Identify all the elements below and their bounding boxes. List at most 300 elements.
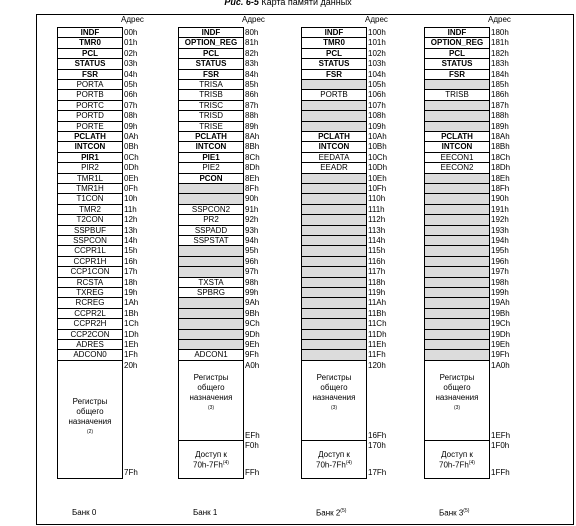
register-address: 07h [124,100,138,110]
register-address: 0Fh [124,184,138,193]
register-address: 19h [124,288,138,297]
register-address: 11h [124,204,137,214]
register-cell: TRISE [179,122,243,132]
unimplemented-register [179,319,243,329]
unimplemented-register [425,226,489,236]
register-cell: PCL [302,49,366,59]
unimplemented-register [425,122,489,132]
region-address: 1A0h [491,360,510,370]
register-address: 107h [368,100,386,110]
register-address: 05h [124,80,138,89]
register-cell: CCP2CON [58,330,122,340]
register-address: 196h [491,256,509,266]
unimplemented-register [302,226,366,236]
general-purpose-registers [302,361,366,442]
unimplemented-register [302,205,366,215]
register-address: 18Fh [491,184,510,193]
register-cell: PORTC [58,101,122,111]
unimplemented-register [179,184,243,194]
register-cell: PCLATH [425,132,489,142]
footnote-mark: (5) [340,508,347,514]
bank-2 [301,27,367,479]
register-address: 100h [368,28,386,37]
register-address: 9Dh [245,329,260,339]
register-cell: STATUS [425,59,489,69]
unimplemented-register [425,80,489,90]
register-cell: STATUS [179,59,243,69]
register-address: 118h [368,277,386,287]
register-cell: TMR1H [58,184,122,194]
unimplemented-register [425,350,489,360]
bank-name: Банк 2$^{(5)}$ [316,508,347,518]
general-purpose-registers [179,361,243,442]
register-address: 111h [368,204,385,214]
region-address: 1EFh [491,431,511,441]
register-address: 10h [124,194,138,204]
register-cell: INDF [302,28,366,38]
register-address: 11Ah [368,298,387,308]
register-address: 194h [491,236,509,245]
unimplemented-register [179,257,243,267]
register-address: 8Eh [245,173,260,183]
unimplemented-register [425,278,489,288]
unimplemented-register [425,257,489,267]
footnote-mark: (2) [86,428,94,435]
register-address: 181h [491,38,509,48]
figure-number: Рис. 6-5 [224,0,259,7]
common-access-label: Доступ к 70h-7Fh$^{(4)}$ [439,450,475,470]
register-address: 14h [124,236,138,245]
register-address: 12h [124,215,138,225]
register-address: 188h [491,111,509,121]
region-address: 120h [368,360,386,370]
unimplemented-register [302,257,366,267]
common-access-area [179,441,243,478]
register-address: 184h [491,69,509,79]
unimplemented-register [425,184,489,194]
register-cell: INTCON [425,142,489,152]
footnote-mark: (5) [463,508,470,514]
register-address: 112h [368,215,386,225]
register-address: 15h [124,246,138,256]
unimplemented-register [425,267,489,277]
addr-header: Адрес [242,15,265,24]
register-address: 01h [124,38,138,48]
bank-name: Банк 0 [72,508,97,517]
unimplemented-register [302,288,366,298]
register-address: 16h [124,256,138,266]
register-address: 191h [491,204,509,214]
register-cell: CCPR2H [58,319,122,329]
register-address: 1Eh [124,340,139,349]
unimplemented-register [302,215,366,225]
register-address: 108h [368,111,386,121]
unimplemented-register [302,111,366,121]
common-access-area [425,441,489,478]
register-address: 19Ch [491,319,511,329]
register-cell: SSPADD [179,226,243,236]
footnote-mark: (4) [468,460,475,467]
register-address: 9Ah [245,298,260,308]
register-cell: TRISB [179,90,243,100]
register-cell: TXSTA [179,278,243,288]
register-address: 02h [124,48,138,58]
register-address: 0Ch [124,152,139,162]
register-address: 17h [124,267,138,277]
register-address: 190h [491,194,509,204]
register-address: 97h [245,267,259,277]
register-address: 96h [245,256,259,266]
general-purpose-registers [425,361,489,442]
unimplemented-register [425,215,489,225]
register-address: 19Fh [491,350,510,360]
bank-1 [178,27,244,479]
register-cell: RCREG [58,298,122,308]
register-address: 99h [245,288,259,297]
register-address: 198h [491,277,509,287]
general-purpose-label: Регистры общего назначения $^{(3)}$ [189,372,233,411]
register-address: 104h [368,69,386,79]
register-address: 199h [491,288,509,297]
register-cell: RCSTA [58,278,122,288]
unimplemented-register [302,278,366,288]
register-cell: TRISA [179,80,243,90]
unimplemented-register [302,236,366,246]
unimplemented-register [302,246,366,256]
unimplemented-register [302,174,366,184]
register-cell: T1CON [58,194,122,204]
register-cell: STATUS [58,59,122,69]
register-address: 11Eh [368,340,387,349]
bank-name: Банк 1 [193,508,218,517]
unimplemented-register [425,340,489,350]
register-cell: EECON2 [425,163,489,173]
register-address: 04h [124,69,138,79]
register-address: 0Dh [124,163,139,173]
register-address: 109h [368,121,386,131]
register-cell: INDF [179,28,243,38]
region-address: 170h [368,441,386,451]
register-address: 9Ch [245,319,260,329]
region-address: FFh [245,468,260,478]
unimplemented-register [179,267,243,277]
footnote-mark: (4) [222,460,229,467]
register-address: 95h [245,246,259,256]
register-address: 1Fh [124,350,138,360]
register-address: 19Bh [491,308,510,318]
register-address: 182h [491,48,509,58]
register-address: 18Eh [491,173,510,183]
register-cell: SSPBUF [58,226,122,236]
register-cell: PCLATH [302,132,366,142]
register-address: 117h [368,267,386,277]
register-address: 195h [491,246,509,256]
register-cell: TMR0 [58,38,122,48]
register-address: 192h [491,215,509,225]
region-address: 1F0h [491,441,510,451]
unimplemented-register [179,194,243,204]
register-cell: ADCON1 [179,350,243,360]
register-address: 80h [245,28,259,37]
register-address: 115h [368,246,386,256]
register-cell: OPTION_REG [179,38,243,48]
register-cell: T2CON [58,215,122,225]
register-cell: CCPR1L [58,246,122,256]
unimplemented-register [302,309,366,319]
unimplemented-register [425,330,489,340]
register-address: 10Ah [368,132,387,141]
register-address: 197h [491,267,509,277]
unimplemented-register [179,246,243,256]
register-cell: SSPCON [58,236,122,246]
region-address: 17Fh [368,468,387,478]
unimplemented-register [302,122,366,132]
unimplemented-register [425,205,489,215]
register-cell: TMR1L [58,174,122,184]
unimplemented-register [302,101,366,111]
register-address: 11Fh [368,350,386,360]
register-address: 1Dh [124,329,139,339]
unimplemented-register [425,174,489,184]
register-cell: PR2 [179,215,243,225]
unimplemented-register [302,194,366,204]
register-cell: PIR2 [58,163,122,173]
register-address: 11Dh [368,329,387,339]
register-address: 9Fh [245,350,259,360]
bank-3 [424,27,490,479]
register-address: 82h [245,48,259,58]
register-address: 114h [368,236,386,245]
register-address: 18Bh [491,142,510,152]
register-cell: ADRES [58,340,122,350]
register-address: 08h [124,111,138,121]
register-address: 11Ch [368,319,387,329]
register-cell: PCL [179,49,243,59]
unimplemented-register [302,80,366,90]
register-cell: PORTB [302,90,366,100]
register-address: 89h [245,121,259,131]
register-cell: FSR [302,70,366,80]
register-cell: PIR1 [58,153,122,163]
unimplemented-register [302,267,366,277]
register-address: 83h [245,59,259,69]
addr-header: Адрес [365,15,388,24]
register-address: 86h [245,90,259,100]
register-address: 186h [491,90,509,100]
register-address: 19Ah [491,298,510,308]
footnote-mark: (3) [330,404,338,411]
register-address: 183h [491,59,509,69]
register-cell: INDF [425,28,489,38]
general-purpose-label: Регистры общего назначения $^{(2)}$ [68,396,112,435]
register-address: 189h [491,121,509,131]
register-cell: PIE2 [179,163,243,173]
register-address: 9Eh [245,340,260,349]
register-address: 11Bh [368,308,387,318]
register-address: 85h [245,80,259,89]
register-cell: SSPSTAT [179,236,243,246]
register-address: 94h [245,236,259,245]
register-address: 110h [368,194,386,204]
register-address: 18Ch [491,152,511,162]
unimplemented-register [302,319,366,329]
register-address: 87h [245,100,259,110]
register-address: 88h [245,111,259,121]
register-address: 93h [245,225,259,235]
register-address: 19Dh [491,329,511,339]
region-address: 16Fh [368,431,387,441]
unimplemented-register [425,194,489,204]
register-address: 8Ah [245,132,260,141]
region-address: EFh [245,431,260,441]
unimplemented-register [302,340,366,350]
register-cell: TMR2 [58,205,122,215]
register-address: 09h [124,121,138,131]
general-purpose-label: Регистры общего назначения $^{(3)}$ [312,372,356,411]
register-address: 10Dh [368,163,388,173]
register-address: 9Bh [245,308,260,318]
unimplemented-register [302,330,366,340]
register-address: 8Bh [245,142,260,152]
register-address: 1Ah [124,298,139,308]
register-address: 98h [245,277,259,287]
register-address: 8Ch [245,152,260,162]
register-cell: PCLATH [58,132,122,142]
unimplemented-register [179,309,243,319]
register-cell: SSPCON2 [179,205,243,215]
common-access-label: Доступ к 70h-7Fh$^{(4)}$ [193,450,229,470]
region-address: 20h [124,360,138,370]
footnote-mark: (3) [453,404,461,411]
common-access-label: Доступ к 70h-7Fh$^{(4)}$ [316,450,352,470]
register-address: 90h [245,194,259,204]
register-cell: PORTA [58,80,122,90]
register-address: 84h [245,69,259,79]
register-address: 102h [368,48,386,58]
region-address: 1FFh [491,468,510,478]
register-address: 10Bh [368,142,387,152]
register-address: 180h [491,28,509,37]
register-address: 0Bh [124,142,139,152]
bank-name: Банк 3$^{(5)}$ [439,508,470,518]
register-address: 185h [491,80,509,89]
register-cell: PORTB [58,90,122,100]
register-cell: STATUS [302,59,366,69]
register-address: 1Ch [124,319,139,329]
addr-header: Адрес [121,15,144,24]
register-address: 105h [368,80,386,89]
register-address: 1Bh [124,308,139,318]
addr-header: Адрес [488,15,511,24]
region-address: A0h [245,360,260,370]
register-address: 116h [368,256,386,266]
register-cell: PCL [58,49,122,59]
register-cell: PORTE [58,122,122,132]
register-cell: PCON [179,174,243,184]
register-address: 18Ah [491,132,510,141]
unimplemented-register [179,330,243,340]
register-address: 10Eh [368,173,387,183]
register-cell: EEADR [302,163,366,173]
register-address: 187h [491,100,509,110]
unimplemented-register [425,319,489,329]
register-address: 18Dh [491,163,511,173]
register-cell: TRISD [179,111,243,121]
register-cell: INTCON [179,142,243,152]
general-purpose-registers [58,361,122,479]
register-cell: PCLATH [179,132,243,142]
register-address: 0Eh [124,173,139,183]
unimplemented-register [425,236,489,246]
register-address: 103h [368,59,386,69]
unimplemented-register [425,288,489,298]
register-cell: CCP1CON [58,267,122,277]
register-address: 06h [124,90,138,100]
register-address: 0Ah [124,132,139,141]
register-address: 92h [245,215,259,225]
register-address: 18h [124,277,138,287]
register-cell: INTCON [302,142,366,152]
register-cell: FSR [425,70,489,80]
register-cell: TRISB [425,90,489,100]
region-address: F0h [245,441,259,451]
register-cell: TXREG [58,288,122,298]
unimplemented-register [425,101,489,111]
bank-0 [57,27,123,479]
register-address: 8Fh [245,184,259,193]
register-cell: ADCON0 [58,350,122,360]
general-purpose-label: Регистры общего назначения $^{(3)}$ [435,372,479,411]
register-address: 8Dh [245,163,260,173]
register-cell: FSR [58,70,122,80]
register-address: 193h [491,225,509,235]
figure-caption: Карта памяти данных [261,0,352,7]
register-address: 119h [368,288,386,297]
unimplemented-register [425,111,489,121]
register-cell: OPTION_REG [425,38,489,48]
unimplemented-register [179,298,243,308]
register-cell: INDF [58,28,122,38]
register-cell: TRISC [179,101,243,111]
register-cell: PORTD [58,111,122,121]
register-cell: CCPR2L [58,309,122,319]
unimplemented-register [302,350,366,360]
register-address: 113h [368,225,386,235]
register-cell: EEDATA [302,153,366,163]
register-address: 13h [124,225,138,235]
register-address: 03h [124,59,138,69]
register-cell: INTCON [58,142,122,152]
register-address: 91h [245,204,259,214]
footnote-mark: (4) [345,460,352,467]
unimplemented-register [425,246,489,256]
register-address: 10Fh [368,184,387,193]
figure-title [0,0,576,7]
region-address: 7Fh [124,468,138,478]
register-address: 106h [368,90,386,100]
register-cell: EECON1 [425,153,489,163]
register-cell: PIE1 [179,153,243,163]
unimplemented-register [179,340,243,350]
register-address: 10Ch [368,152,388,162]
unimplemented-register [302,184,366,194]
register-cell: CCPR1H [58,257,122,267]
register-cell: TMR0 [302,38,366,48]
common-access-area [302,441,366,478]
register-cell: FSR [179,70,243,80]
footnote-mark: (3) [207,404,215,411]
register-cell: PCL [425,49,489,59]
